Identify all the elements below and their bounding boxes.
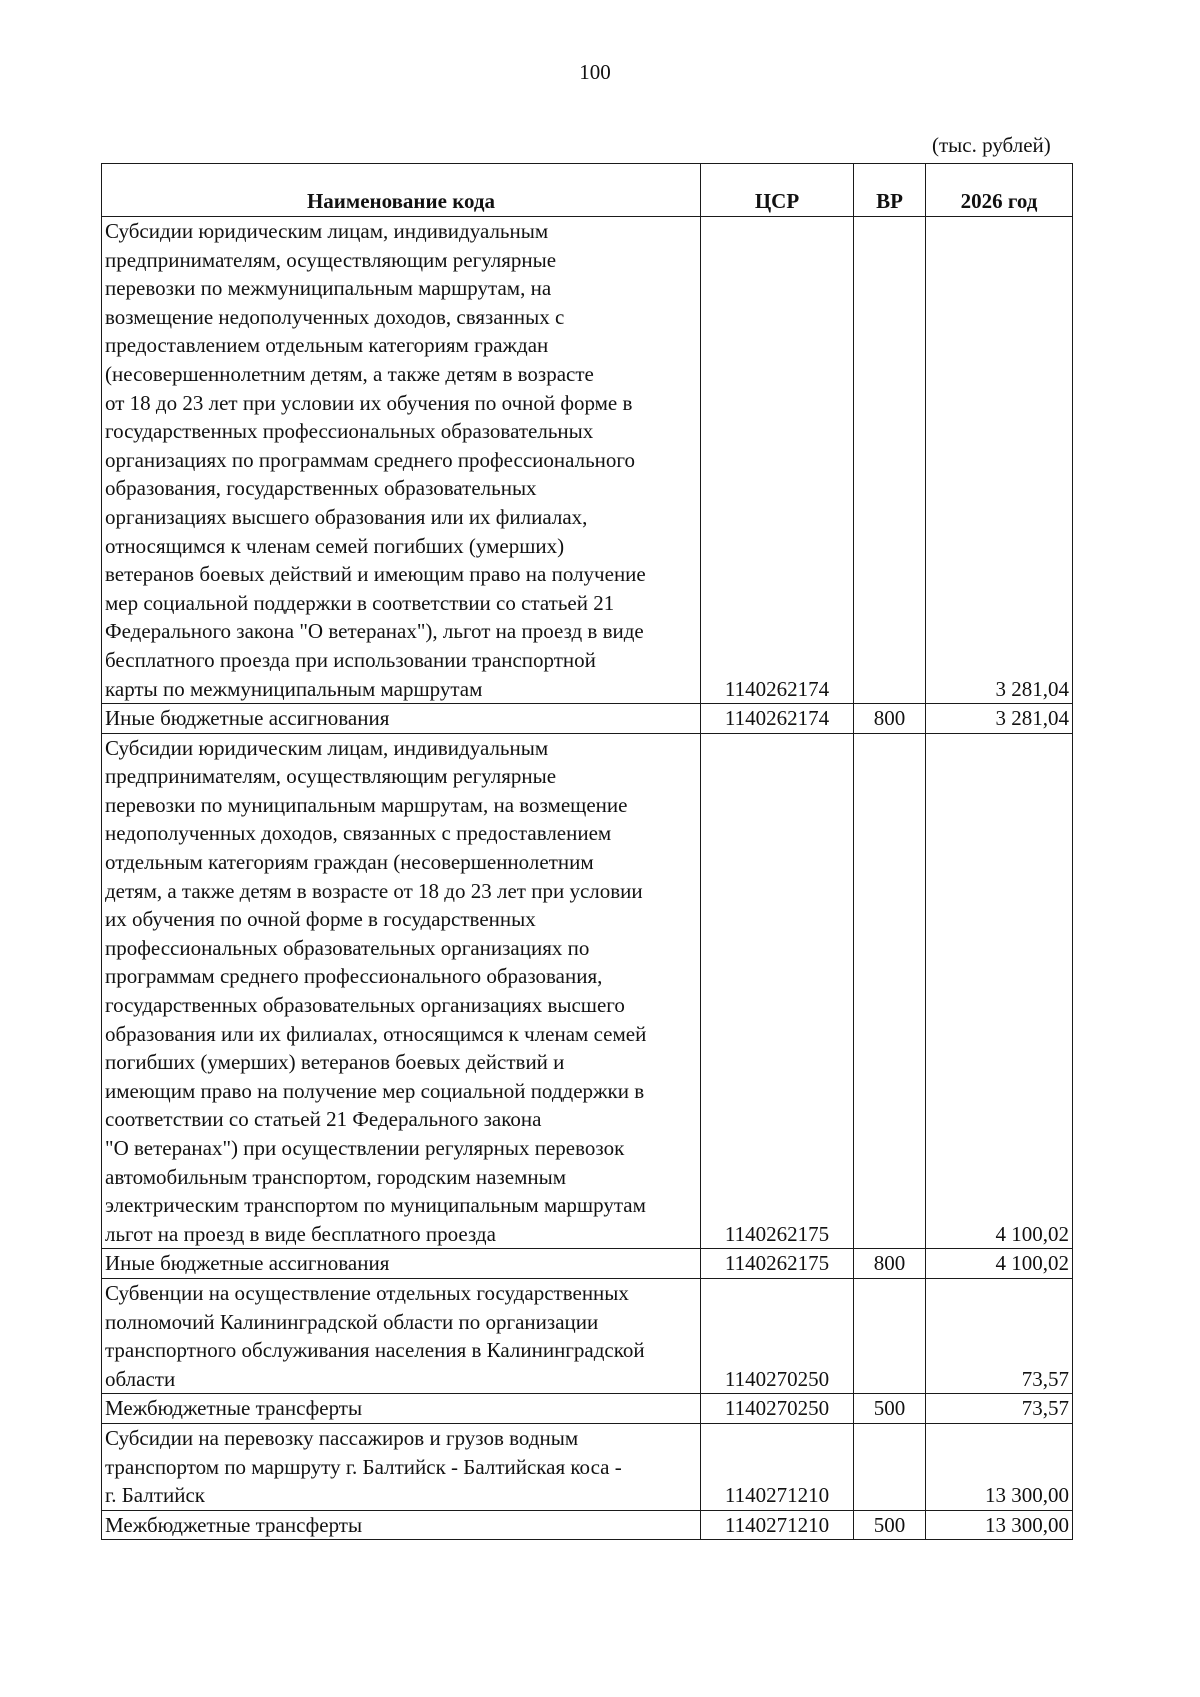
row-amount: 73,57: [926, 1278, 1073, 1393]
row-csr: 1140270250: [701, 1394, 854, 1424]
table-row: [102, 1394, 1073, 1424]
row-csr: 1140271210: [701, 1510, 854, 1540]
table-row: [102, 1510, 1073, 1540]
table-header-row: [102, 164, 1073, 217]
row-csr: 1140262175: [701, 1249, 854, 1279]
row-name: Межбюджетные трансферты: [102, 1510, 701, 1540]
row-name: Субсидии юридическим лицам, индивидуальным предпринимателям, осуществляющим регулярные перевозки по муниципальным маршрутам, на возмещение недополученных доходов, связанных с предоставлением отдельным категориям граждан (несовершеннолетним детям, а также детям в возрасте от 18 до 23 лет при условии их обучения по очной форме в государственных профессиональных образовательных организациях по программам среднего профессионального образования, государственных образовательных организациях высшего образования или их филиалах, относящимся к членам семей погибших (умерших) ветеранов боевых действий и имеющим право на получение мер социальной поддержки в соответствии со статьей 21 Федерального закона "О ветеранах") при осуществлении регулярных перевозок автомобильным транспортом, городским наземным электрическим транспортом по муниципальным маршрутам льгот на проезд в виде бесплатного проезда: [102, 733, 701, 1249]
row-csr: 1140270250: [701, 1278, 854, 1393]
header-vr: ВР: [854, 164, 926, 217]
row-amount: 4 100,02: [926, 733, 1073, 1249]
row-vr: 500: [854, 1510, 926, 1540]
row-amount: 4 100,02: [926, 1249, 1073, 1279]
row-vr: 800: [854, 1249, 926, 1279]
page-number: 100: [579, 60, 611, 84]
row-name: Субвенции на осуществление отдельных государственных полномочий Калининградской области по организации транспортного обслуживания населения в Калининградской области: [102, 1278, 701, 1393]
table-row: [102, 704, 1073, 734]
row-vr: [854, 733, 926, 1249]
row-name: Иные бюджетные ассигнования: [102, 704, 701, 734]
row-amount: 13 300,00: [926, 1510, 1073, 1540]
row-amount: 13 300,00: [926, 1423, 1073, 1510]
row-csr: 1140271210: [701, 1423, 854, 1510]
row-csr: 1140262175: [701, 733, 854, 1249]
row-vr: [854, 1423, 926, 1510]
row-vr: [854, 217, 926, 704]
table-row: [102, 1278, 1073, 1393]
row-csr: 1140262174: [701, 217, 854, 704]
row-amount: 3 281,04: [926, 704, 1073, 734]
row-vr: 800: [854, 704, 926, 734]
row-vr: [854, 1278, 926, 1393]
row-name: Субсидии юридическим лицам, индивидуальным предпринимателям, осуществляющим регулярные перевозки по межмуниципальным маршрутам, на возмещение недополученных доходов, связанных с предоставлением отдельным категориям граждан (несовершеннолетним детям, а также детям в возрасте от 18 до 23 лет при условии их обучения по очной форме в государственных профессиональных образовательных организациях по программам среднего профессионального образования, государственных образовательных организациях высшего образования или их филиалах, относящимся к членам семей погибших (умерших) ветеранов боевых действий и имеющим право на получение мер социальной поддержки в соответствии со статьей 21 Федерального закона "О ветеранах"), льгот на проезд в виде бесплатного проезда при использовании транспортной карты по межмуниципальным маршрутам: [102, 217, 701, 704]
row-name: Межбюджетные трансферты: [102, 1394, 701, 1424]
table-row: [102, 1423, 1073, 1510]
budget-table: [101, 163, 1073, 1540]
header-year: 2026 год: [926, 164, 1073, 217]
header-csr: ЦСР: [701, 164, 854, 217]
table-row: [102, 1249, 1073, 1279]
units-label: (тыс. рублей): [932, 133, 1051, 157]
header-name: Наименование кода: [102, 164, 701, 217]
row-vr: 500: [854, 1394, 926, 1424]
row-amount: 3 281,04: [926, 217, 1073, 704]
row-name: Иные бюджетные ассигнования: [102, 1249, 701, 1279]
table-row: [102, 217, 1073, 704]
row-name: Субсидии на перевозку пассажиров и грузов водным транспортом по маршруту г. Балтийск - Балтийская коса - г. Балтийск: [102, 1423, 701, 1510]
row-amount: 73,57: [926, 1394, 1073, 1424]
table-row: [102, 733, 1073, 1249]
row-csr: 1140262174: [701, 704, 854, 734]
